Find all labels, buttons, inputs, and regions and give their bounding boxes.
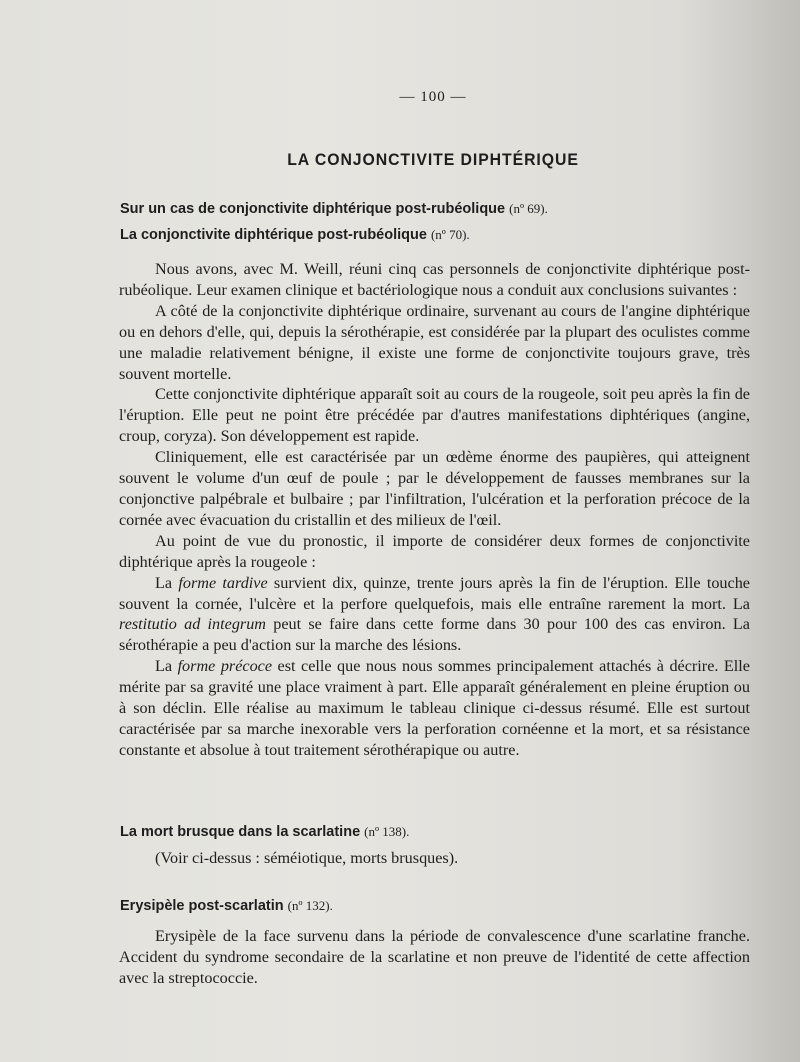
paragraph-7-text-a: La [155, 657, 178, 676]
section-heading-1-ref: (nº 69). [509, 201, 548, 216]
section-heading-4 [120, 898, 333, 914]
section-heading-3 [120, 824, 409, 840]
paragraph-3: Cette conjonctivite diphtérique apparaît soit au cours de la rougeole, soit peu après la fin de l'éruption. Elle peut ne point être précédée par d'autres manifestations diphtériques (angine, croup, coryza). Son développement est rapide. [119, 385, 750, 446]
paragraph-6-text-a: La [155, 573, 179, 592]
section-heading-3-title: La mort brusque dans la scarlatine [120, 824, 361, 840]
section-heading-2 [120, 227, 470, 243]
paragraph-7 [119, 656, 750, 761]
section-heading-1 [120, 201, 548, 217]
forme-tardive-term: forme tardive [178, 573, 268, 592]
paragraph-6-text-b: survient dix, quinze, trente jours après la fin de l'éruption. Elle touche souvent la cornée, l'ulcère et la perfore quelquefois, mais elle entraîne rarement la mort. La [119, 573, 750, 613]
forme-precoce-term: forme précoce [177, 657, 273, 676]
erysipele-body [119, 926, 750, 989]
main-body [119, 259, 750, 761]
paragraph-5: Au point de vue du pronostic, il importe de considérer deux formes de conjonctivite diphtérique après la rougeole : [119, 531, 750, 571]
paragraph-7-text-b: est celle que nous nous sommes principalement attachés à décrire. Elle mérite par sa gravité une place vraiment à part. Elle apparaît généralement en pleine éruption ou à son déclin. Elle réalise au maximum le tableau clinique ci-dessus résumé. Elle est surtout caractérisée par sa marche inexorable vers la perforation cornéenne et la mort, et sa résistance constante et absolue à tout traitement sérothérapique ou autre. [119, 657, 750, 759]
section-heading-4-title: Erysipèle post-scarlatin [120, 898, 284, 914]
section-heading-4-ref: (nº 132). [287, 898, 333, 913]
section-heading-2-title: La conjonctivite diphtérique post-rubéolique [120, 227, 427, 243]
paragraph-2: A côté de la conjonctivite diphtérique ordinaire, survenant au cours de l'angine diphtérique ou en dehors d'elle, qui, depuis la sérothérapie, est considérée par la plupart des oculistes comme une maladie relativement bénigne, il existe une forme de conjonctivite toujours grave, très souvent mortelle. [119, 301, 750, 383]
paragraph-9: Erysipèle de la face survenu dans la période de convalescence d'une scarlatine franche. Accident du syndrome secondaire de la scarlatine et non preuve de l'identité de cette affection avec la streptococcie. [119, 927, 750, 987]
paragraph-8: (Voir ci-dessus : séméiotique, morts brusques). [155, 849, 459, 867]
paragraph-6 [119, 573, 750, 657]
section-heading-1-title: Sur un cas de conjonctivite diphtérique post-rubéolique [120, 201, 506, 217]
page-number: — 100 — [399, 89, 467, 105]
scarlatine-body [119, 848, 750, 869]
paragraph-6-text-c: peut se faire dans cette forme dans 30 pour 100 des cas environ. La sérothérapie a peu d'action sur la marche des lésions. [119, 615, 750, 655]
paragraph-4: Cliniquement, elle est caractérisée par un œdème énorme des paupières, qui atteignent souvent le volume d'un œuf de poule ; par le développement de fausses membranes sur la conjonctive palpébrale et bulbaire ; par l'infiltration, l'ulcération et la perforation précoce de la cornée avec évacuation du cristallin et des milieux de l'œil. [119, 448, 750, 529]
restitutio-term: restitutio ad integrum [119, 615, 266, 634]
page-title: LA CONJONCTIVITE DIPHTÉRIQUE [287, 150, 579, 169]
paragraph-1: Nous avons, avec M. Weill, réuni cinq cas personnels de conjonctivite diphtérique post-rubéolique. Leur examen clinique et bactériologique nous a conduit aux conclusions suivantes : [119, 260, 750, 299]
section-heading-2-ref: (nº 70). [430, 227, 470, 242]
section-heading-3-ref: (nº 138). [364, 824, 410, 839]
